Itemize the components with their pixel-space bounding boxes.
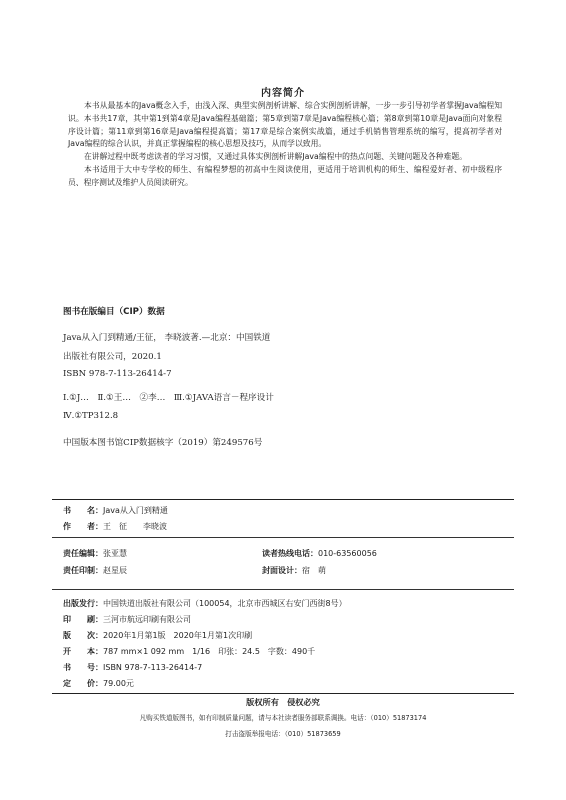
price-label: 定 价：: [63, 679, 103, 688]
edition-value: 2020年1月第1版 2020年1月第1次印刷: [103, 631, 253, 640]
cip-line: 中国版本图书馆CIP数据核字（2019）第249576号: [63, 438, 263, 448]
printer-label: 印 刷：: [63, 615, 103, 624]
publisher-value: 中国铁道出版社有限公司（100054，北京市西城区右安门西街8号）: [103, 599, 347, 608]
publisher-label: 出版发行：: [63, 599, 103, 608]
editor-value: 张亚慧: [103, 549, 127, 558]
print-supervisor-label: 责任印制：: [63, 566, 103, 575]
cover-design-label: 封面设计：: [262, 566, 302, 575]
book-author-label: 作 者：: [63, 522, 103, 531]
summary-title: 内容简介: [261, 88, 305, 99]
book-author: 王 征 李晓波: [103, 522, 167, 531]
print-supervisor-row: [63, 565, 127, 576]
format-label: 开 本：: [63, 647, 103, 656]
hotline-row: [262, 548, 377, 559]
hotline-value: 010-63560056: [318, 549, 377, 558]
summary-paragraph: 本书适用于大中专学校的师生、有编程梦想的初高中生阅读使用，更适用于培训机构的师生、编程爱好者、初中级程序员、程序测试及维护人员阅读研究。: [68, 164, 502, 187]
price-row: [63, 678, 134, 689]
printer-row: [63, 614, 191, 625]
cip-line: Ⅳ.①TP312.8: [63, 411, 119, 421]
divider: [52, 499, 514, 500]
isbn-row: [63, 662, 202, 673]
cip-heading: 图书在版编目（CIP）数据: [63, 307, 165, 317]
isbn-label: 书 号：: [63, 663, 103, 672]
book-title: Java从入门到精通: [103, 506, 168, 515]
divider: [52, 693, 514, 694]
quality-notice: 凡购买铁道版图书，如有印制质量问题，请与本社读者服务部联系调换。电话：（010）51873174: [139, 714, 427, 722]
hotline-label: 读者热线电话：: [262, 549, 318, 558]
anti-piracy-notice: 打击盗版举报电话：（010）51873659: [225, 730, 341, 738]
divider: [52, 537, 514, 538]
cover-design-row: [262, 565, 326, 576]
summary-paragraph: 本书从最基本的Java概念入手，由浅入深、典型实例剖析讲解、综合实例剖析讲解，一步一步引导初学者掌握Java编程知识。本书共17章，其中第1到第4章是Java编程基础篇；第5章到第7章是Java编程核心篇；第8章到第10章是Java面向对象程序设计篇；第11章到第16章是Java编程提高篇；第17章是综合案例实战篇，通过手机销售管理系统的编写，提高初学者对Java编程的综合认识，并真正掌握编程的核心思想及技巧，从而学以致用。: [68, 101, 502, 149]
copyright-notice: 版权所有 侵权必究: [246, 697, 320, 707]
summary-paragraph: 在讲解过程中既考虑读者的学习习惯，又通过具体实例剖析讲解Java编程中的热点问题、关键问题及各种难题。: [84, 152, 467, 162]
isbn-value: ISBN 978-7-113-26414-7: [103, 663, 203, 672]
printer-value: 三河市航远印刷有限公司: [103, 615, 191, 624]
price-value: 79.00元: [103, 679, 134, 688]
divider: [52, 589, 514, 590]
book-title-label: 书 名：: [63, 506, 103, 515]
cip-line: ISBN 978-7-113-26414-7: [63, 369, 172, 379]
book-author-row: [63, 521, 167, 532]
summary-body: [68, 100, 502, 190]
format-row: [63, 646, 315, 657]
cip-line: Ⅰ.①J… Ⅱ.①王… ②李… Ⅲ.①JAVA语言－程序设计: [63, 393, 274, 403]
cover-design-value: 宿 萌: [302, 566, 326, 575]
edition-label: 版 次：: [63, 631, 103, 640]
edition-row: [63, 630, 252, 641]
cip-line: 出版社有限公司，2020.1: [63, 352, 162, 362]
editor-row: [63, 548, 127, 559]
print-supervisor-value: 赵星辰: [103, 566, 127, 575]
book-title-row: [63, 505, 168, 516]
format-value: 787 mm×1 092 mm 1/16 印张：24.5 字数：490千: [103, 647, 316, 656]
publisher-row: [63, 598, 347, 609]
cip-line: Java从入门到精通/王征， 李晓波著.—北京：中国铁道: [63, 333, 271, 343]
editor-label: 责任编辑：: [63, 549, 103, 558]
